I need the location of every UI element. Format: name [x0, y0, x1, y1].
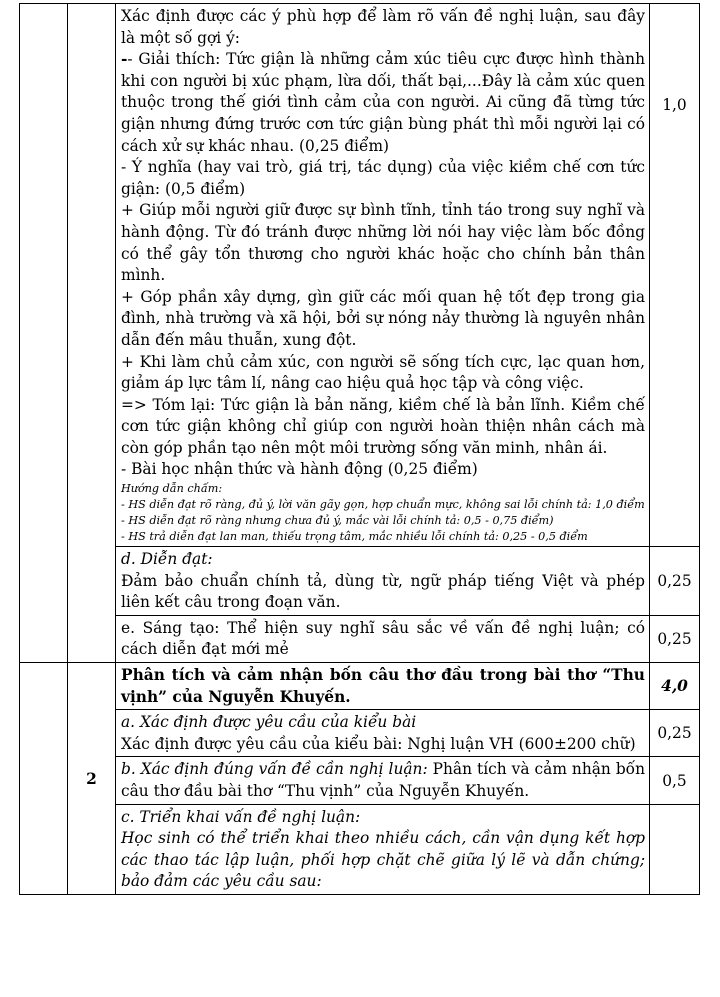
grading-note-2: - HS diễn đạt rõ ràng nhưng chưa đủ ý, mắc vài lỗi chính tả: 0,5 - 0,75 điểm)	[121, 514, 554, 528]
rubric-row-creativity	[20, 615, 700, 662]
content-cell	[116, 710, 650, 757]
content-cell	[116, 615, 650, 662]
point-positive-text: + Khi làm chủ cảm xúc, con người sẽ sống tích cực, lạc quan hơn, giảm áp lực tâm lí, nâng cao hiệu quả học tập và công việc.	[121, 352, 645, 393]
grading-heading: Hướng dẫn chấm:	[121, 482, 223, 496]
score-cell: 1,0	[650, 4, 700, 547]
score-cell: 0,25	[650, 615, 700, 662]
score-cell: 0,25	[650, 710, 700, 757]
rubric-row-b	[20, 757, 700, 804]
rubric-row-c	[20, 804, 700, 894]
content-cell	[116, 547, 650, 616]
grading-note-3: - HS trả diễn đạt lan man, thiếu trọng tâm, mắc nhiều lỗi chính tả: 0,25 - 0,5 điểm	[121, 530, 588, 544]
c-heading: c. Triển khai vấn đề nghị luận:	[121, 807, 361, 826]
score-cell: 0,5	[650, 757, 700, 804]
b-text	[121, 759, 645, 802]
score-cell: 0,25	[650, 547, 700, 616]
a-heading: a. Xác định được yêu cầu của kiểu bài	[121, 713, 417, 732]
b-body: Phân tích và cảm nhận bốn câu thơ đầu bài thơ “Thu vịnh” của Nguyễn Khuyến.	[121, 760, 646, 800]
rubric-row-suggestions	[20, 4, 700, 547]
question-number-cell	[20, 4, 68, 663]
question-2-title: Phân tích và cảm nhận bốn câu thơ đầu trong bài thơ “Thu vịnh” của Nguyễn Khuyến.	[121, 666, 645, 706]
part-cell	[68, 4, 116, 663]
rubric-row-expression	[20, 547, 700, 616]
content-cell	[116, 804, 650, 894]
content-cell	[116, 4, 650, 547]
score-cell: 4,0	[650, 663, 700, 710]
explanation-text: -- Giải thích: Tức giận là những cảm xúc tiêu cực được hình thành khi con người bị xúc phạm, lừa dối, thất bại,...Đây là cảm xúc quen thuộc trong thế giới tình cảm của con người. Ai cũng đã từng tức giận nhưng đứng trước cơn tức giận bùng phát thì mỗi người lại có cách xử sự khác nhau. (0,25 điểm)	[121, 50, 645, 155]
creativity-body: e. Sáng tạo: Thể hiện suy nghĩ sâu sắc về vấn đề nghị luận; có cách diễn đạt mới mẻ	[121, 618, 645, 659]
expression-heading: d. Diễn đạt:	[121, 550, 213, 569]
content-cell	[116, 757, 650, 804]
summary-text: => Tóm lại: Tức giận là bản năng, kiềm chế là bản lĩnh. Kiềm chế cơn tức giận không chỉ giúp con người hoàn thiện nhân cách mà còn góp phần tạo nên một môi trường sống văn minh, nhân ái.	[121, 395, 645, 457]
meaning-text: - Ý nghĩa (hay vai trò, giá trị, tác dụng) của việc kiềm chế cơn tức giận: (0,5 điểm)	[121, 158, 645, 198]
grading-note-1: - HS diễn đạt rõ ràng, đủ ý, lời văn gãy gọn, hợp chuẩn mực, không sai lỗi chính tả: 1,0 điểm	[121, 498, 645, 512]
c-body: Học sinh có thể triển khai theo nhiều cách, cần vận dụng kết hợp các thao tác lập luận, phối hợp chặt chẽ giữa lý lẽ và dẫn chứng; bảo đảm các yêu cầu sau:	[121, 829, 645, 891]
lesson-text: - Bài học nhận thức và hành động (0,25 điểm)	[121, 460, 478, 479]
a-body: Xác định được yêu cầu của kiểu bài: Nghị luận VH (600±200 chữ)	[121, 734, 636, 753]
point-calm-text: + Giúp mỗi người giữ được sự bình tĩnh, tỉnh táo trong suy nghĩ và hành động. Từ đó tránh được những lời nói hay việc làm bốc đồng có thể gây tổn thương cho người khác hoặc cho chính bản thân mình.	[121, 201, 645, 285]
question-number: 2	[68, 663, 116, 895]
expression-body: Đảm bảo chuẩn chính tả, dùng từ, ngữ pháp tiếng Việt và phép liên kết câu trong đoạn văn.	[121, 571, 645, 612]
rubric-row-question-2-title	[20, 663, 700, 710]
rubric-table	[19, 3, 700, 895]
point-relations-text: + Góp phần xây dựng, gìn giữ các mối quan hệ tốt đẹp trong gia đình, nhà trường và xã hội, bởi sự nóng nảy thường là nguyên nhân dẫn đến mâu thuẫn, xung đột.	[121, 287, 645, 349]
question-number-cell	[20, 663, 68, 895]
intro-text: Xác định được các ý phù hợp để làm rõ vấn đề nghị luận, sau đây là một số gợi ý:	[121, 7, 645, 47]
rubric-row-a	[20, 710, 700, 757]
score-cell	[650, 804, 700, 894]
explanation-body: - Giải thích: Tức giận là những cảm xúc tiêu cực được hình thành khi con người bị xúc phạm, lừa dối, thất bại,...Đây là cảm xúc quen thuộc trong thế giới tình cảm của con người. Ai cũng đã từng tức giận nhưng đứng trước cơn tức giận bùng phát thì mỗi người lại có cách xử sự khác nhau. (0,25 điểm)	[121, 50, 645, 155]
content-cell	[116, 663, 650, 710]
b-heading: b. Xác định đúng vấn đề cần nghị luận:	[121, 760, 428, 779]
